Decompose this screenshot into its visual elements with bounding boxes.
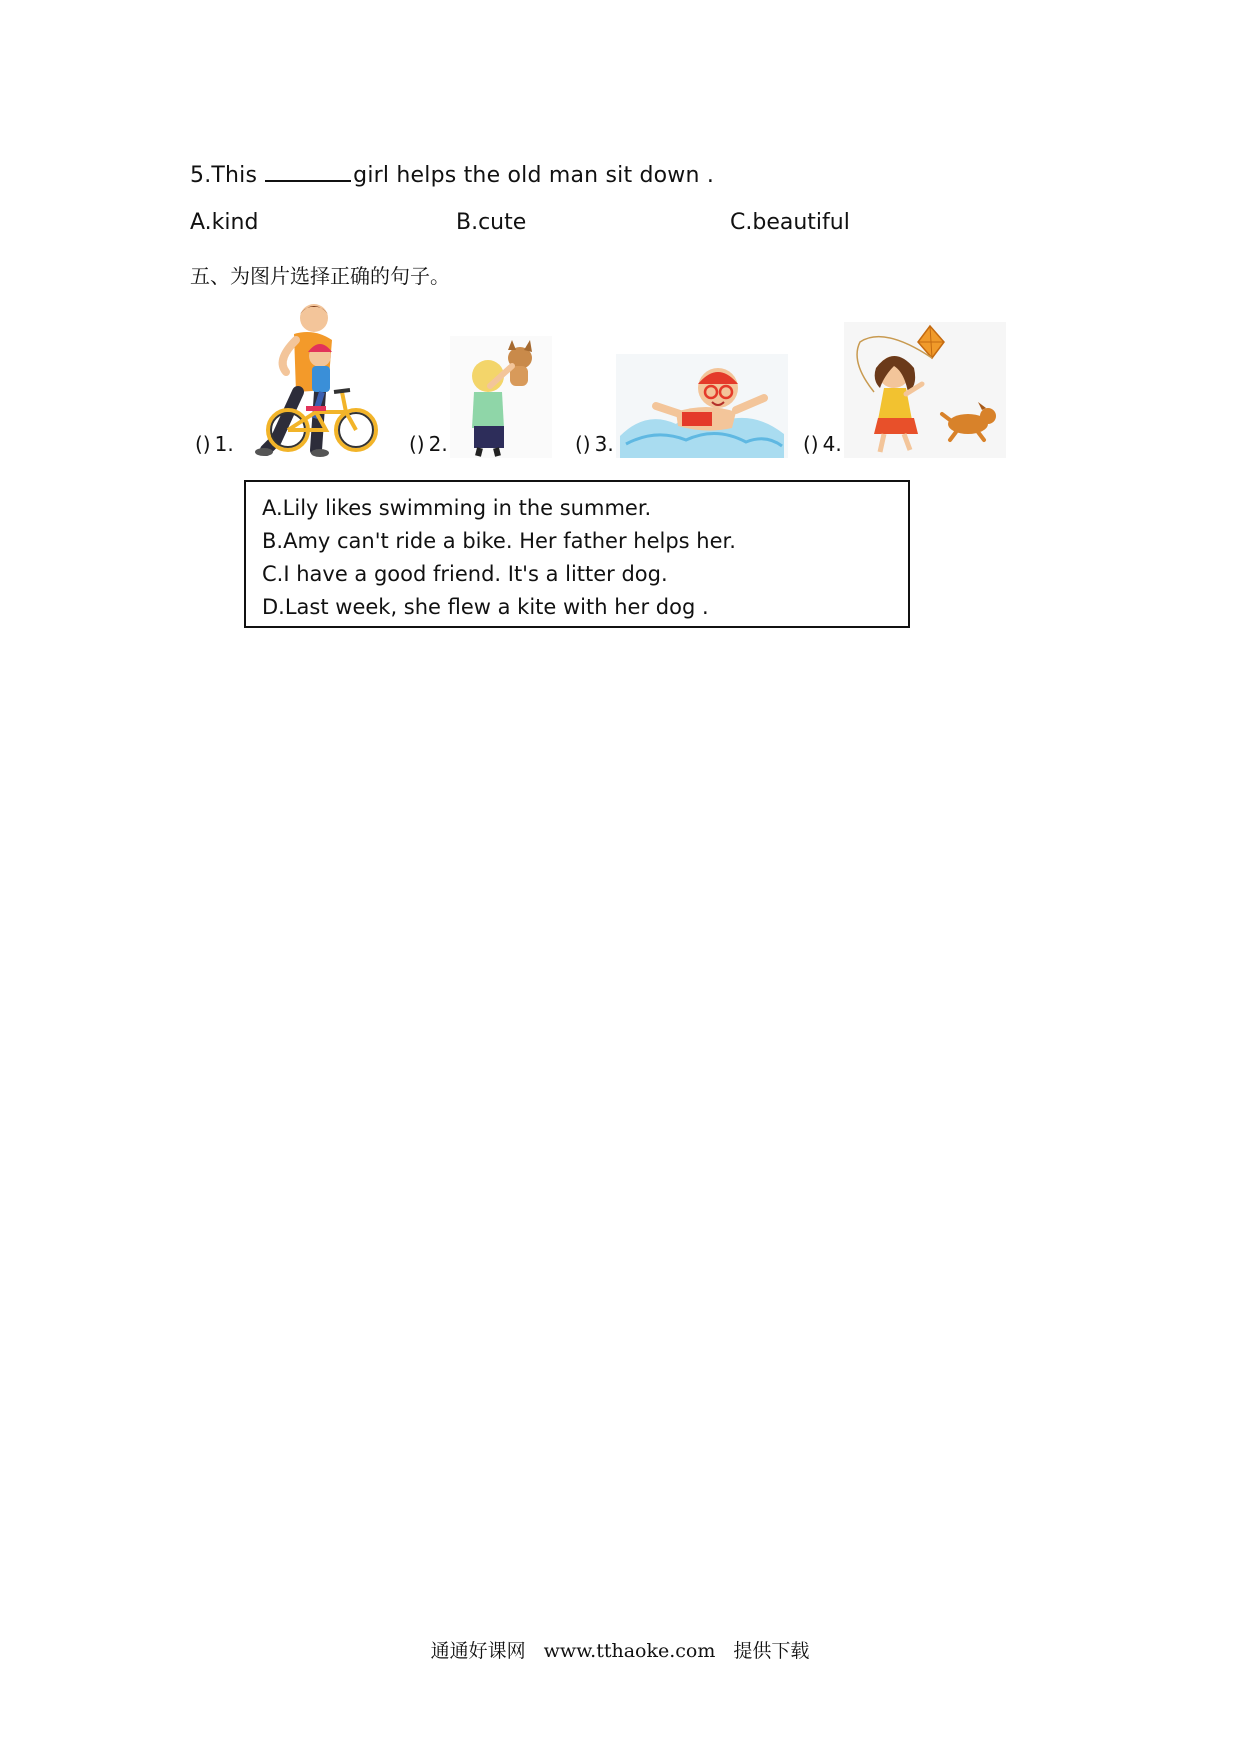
answer-paren-2[interactable]: (): [409, 432, 425, 456]
sentence-a: A.Lily likes swimming in the summer.: [262, 496, 652, 520]
question-5-prefix: 5.This: [190, 163, 258, 188]
picture-item-1: [195, 300, 386, 458]
picture-item-3: [575, 354, 788, 458]
answer-paren-4[interactable]: (): [803, 432, 819, 456]
answer-blank[interactable]: [265, 160, 351, 182]
child-with-puppy-picture: [450, 336, 552, 458]
footer-site-name: 通通好课网: [430, 1640, 526, 1662]
sentence-d: D.Last week, she flew a kite with her dog .: [262, 595, 709, 619]
footer: [0, 1636, 1240, 1663]
option-c: C.beautiful: [730, 210, 850, 235]
bike-riding-picture: [236, 300, 386, 458]
item-number-4: 4.: [822, 432, 842, 456]
question-5: [190, 160, 714, 188]
swimming-picture: [616, 354, 788, 458]
section-title: 五、为图片选择正确的句子。: [190, 264, 450, 288]
answer-paren-3[interactable]: (): [575, 432, 591, 456]
question-5-suffix: girl helps the old man sit down .: [353, 163, 715, 188]
sentence-c: C.I have a good friend. It's a litter dog.: [262, 562, 668, 586]
sentence-options-box: [244, 480, 910, 628]
picture-item-2: [409, 336, 552, 458]
kite-flying-picture: [844, 322, 1006, 458]
option-b: B.cute: [456, 210, 527, 235]
sentence-b: B.Amy can't ride a bike. Her father helps her.: [262, 529, 736, 553]
footer-suffix: 提供下载: [733, 1640, 810, 1662]
item-number-1: 1.: [214, 432, 234, 456]
footer-url[interactable]: www.tthaoke.com: [543, 1640, 716, 1662]
item-number-3: 3.: [594, 432, 614, 456]
item-number-2: 2.: [428, 432, 448, 456]
picture-row: [195, 298, 1045, 458]
answer-paren-1[interactable]: (): [195, 432, 211, 456]
picture-item-4: [803, 322, 1006, 458]
option-a: A.kind: [190, 210, 259, 235]
